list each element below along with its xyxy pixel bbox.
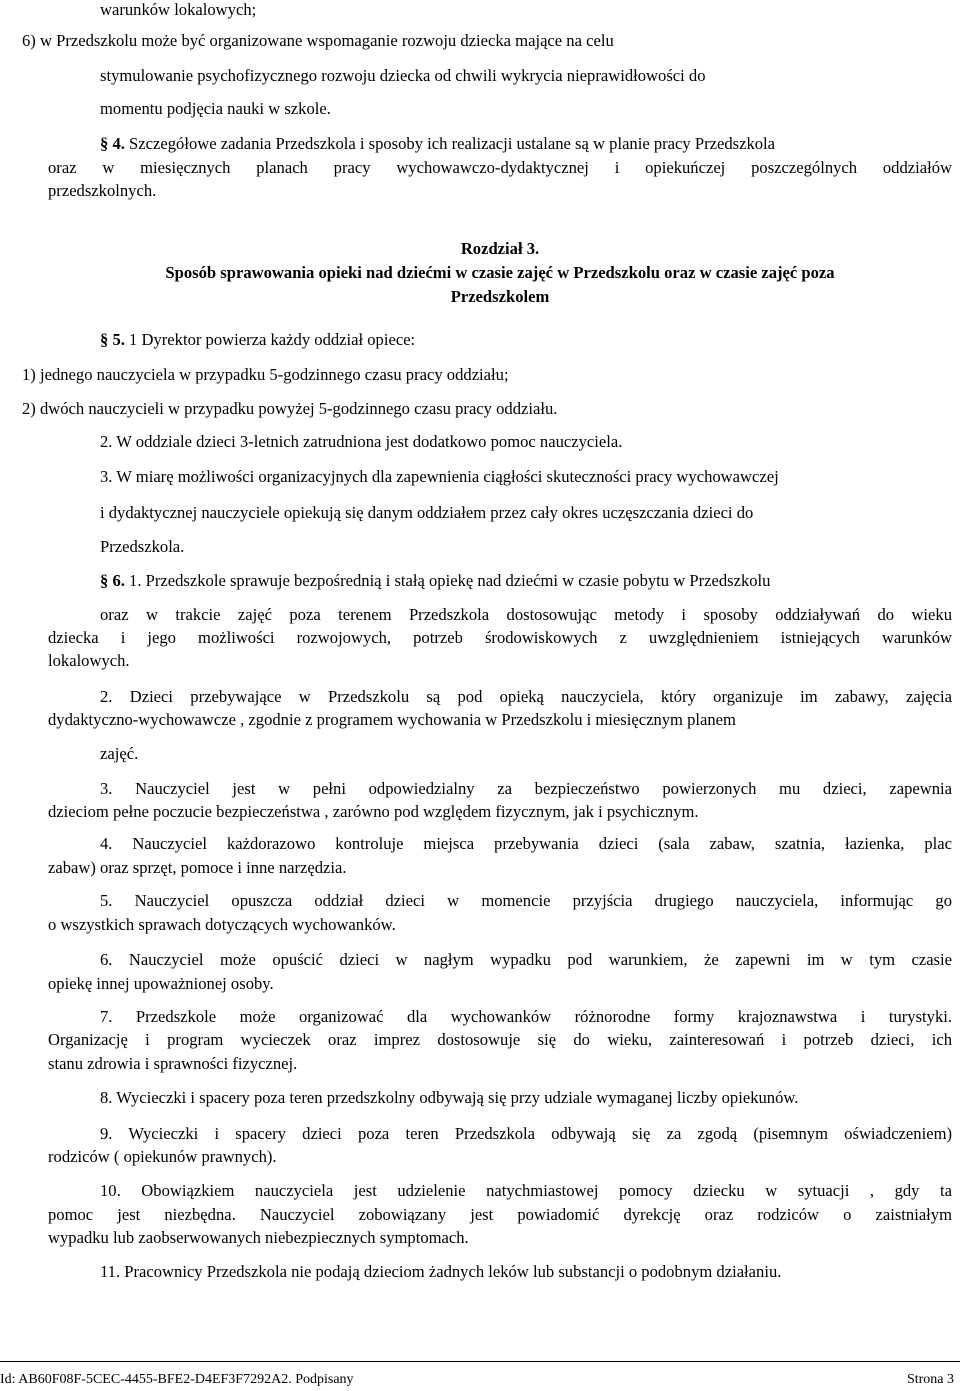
- paragraph-6-first-line: [100, 571, 770, 591]
- text-span: 1 Dyrektor powierza każdy oddział opiece:: [129, 330, 416, 349]
- chapter-subtitle: Przedszkolem: [450, 287, 550, 306]
- text-line: 3. Nauczyciel jest w pełni odpowiedzialny za bezpieczeństwo powierzonych mu dzieci, zapewnia: [100, 779, 952, 798]
- text-line: lokalowych.: [48, 651, 130, 670]
- text-line: o wszystkich sprawach dotyczących wychowanków.: [48, 915, 396, 934]
- text-line: opiekę innej upoważnionej osoby.: [48, 974, 274, 993]
- text-line: 7. Przedszkole może organizować dla wychowanków różnorodne formy krajoznawstwa i turystyki.: [100, 1007, 952, 1026]
- page-number: Strona 3: [906, 1372, 954, 1387]
- text-line: momentu podjęcia nauki w szkole.: [100, 99, 331, 118]
- text-line: oraz w miesięcznych planach pracy wychowawczo-dydaktycznej i opiekuńczej poszczególnych oddziałów: [48, 158, 952, 177]
- text-line: przedszkolnych.: [48, 181, 157, 200]
- text-line: oraz w trakcie zajęć poza terenem Przedszkola dostosowując metody i sposoby oddziaływań do wieku: [100, 605, 952, 624]
- text-line: 2. W oddziale dzieci 3-letnich zatrudniona jest dodatkowo pomoc nauczyciela.: [100, 432, 623, 451]
- text-line: Organizację i program wycieczek oraz imprez dostosowuje się do wieku, zainteresowań i potrzeb dzieci, ich: [48, 1030, 952, 1049]
- text-line: 9. Wycieczki i spacery dzieci poza teren Przedszkola odbywają się za zgodą (pisemnym oświadczeniem): [100, 1124, 952, 1143]
- paragraph-4-first-line: [100, 134, 775, 154]
- text-line: pomoc jest niezbędna. Nauczyciel zobowiązany jest powiadomić dyrekcję oraz rodziców o zaistniałym: [48, 1205, 952, 1224]
- footer-divider: [0, 1361, 960, 1362]
- text-line: dydaktyczno-wychowawcze , zgodnie z programem wychowania w Przedszkolu i miesięcznym planem: [48, 710, 736, 729]
- text-line: wypadku lub zaobserwowanych niebezpiecznych symptomach.: [48, 1228, 469, 1247]
- paragraph-number: § 5.: [100, 330, 125, 349]
- text-line: stymulowanie psychofizycznego rozwoju dziecka od chwili wykrycia nieprawidłowości do: [100, 66, 706, 85]
- paragraph-number: § 4.: [100, 134, 125, 153]
- text-line: 6. Nauczyciel może opuścić dzieci w nagłym wypadku pod warunkiem, że zapewni im w tym czasie: [100, 950, 952, 969]
- text-line: 11. Pracownicy Przedszkola nie podają dzieciom żadnych leków lub substancji o podobnym działaniu.: [100, 1262, 782, 1281]
- text-line: dzieciom pełne poczucie bezpieczeństwa , zarówno pod względem fizycznym, jak i psychicznym.: [48, 802, 699, 821]
- text-line: zajęć.: [100, 744, 139, 763]
- text-line: 5. Nauczyciel opuszcza oddział dzieci w momencie przyjścia drugiego nauczyciela, informując go: [100, 891, 952, 910]
- text-line: 2. Dzieci przebywające w Przedszkolu są pod opieką nauczyciela, który organizuje im zabawy, zajęcia: [100, 687, 952, 706]
- paragraph-5-first-line: [100, 330, 415, 350]
- text-line: 1) jednego nauczyciela w przypadku 5-godzinnego czasu pracy oddziału;: [22, 365, 509, 384]
- text-line: dziecka i jego możliwości rozwojowych, potrzeb środowiskowych z uwzględnieniem istniejących warunków: [48, 628, 952, 647]
- chapter-title: Rozdział 3.: [460, 239, 540, 258]
- text-line: Przedszkola.: [100, 537, 185, 556]
- text-line: i dydaktycznej nauczyciele opiekują się danym oddziałem przez cały okres uczęszczania dzieci do: [100, 503, 754, 522]
- text-line: warunków lokalowych;: [100, 0, 257, 19]
- text-line: 2) dwóch nauczycieli w przypadku powyżej 5-godzinnego czasu pracy oddziału.: [22, 399, 558, 418]
- text-span: 1. Przedszkole sprawuje bezpośrednią i stałą opiekę nad dziećmi w czasie pobytu w Przedszkolu: [129, 571, 771, 590]
- paragraph-number: § 6.: [100, 571, 125, 590]
- text-line: 10. Obowiązkiem nauczyciela jest udzielenie natychmiastowej pomocy dziecku w sytuacji , gdy ta: [100, 1181, 952, 1200]
- text-line: stanu zdrowia i sprawności fizycznej.: [48, 1054, 298, 1073]
- text-line: 3. W miarę możliwości organizacyjnych dla zapewnienia ciągłości skuteczności pracy wychowawczej: [100, 467, 779, 486]
- text-line: 6) w Przedszkolu może być organizowane wspomaganie rozwoju dziecka mające na celu: [22, 31, 614, 50]
- text-line: 4. Nauczyciel każdorazowo kontroluje miejsca przebywania dzieci (sala zabaw, szatnia, łazienka, plac: [100, 834, 952, 853]
- text-line: rodziców ( opiekunów prawnych).: [48, 1147, 277, 1166]
- document-id: Id: AB60F08F-5CEC-4455-BFE2-D4EF3F7292A2. Podpisany: [0, 1372, 354, 1387]
- text-line: zabaw) oraz sprzęt, pomoce i inne narzędzia.: [48, 858, 347, 877]
- text-span: Szczegółowe zadania Przedszkola i sposoby ich realizacji ustalane są w planie pracy Przedszkola: [129, 134, 776, 153]
- text-line: 8. Wycieczki i spacery poza teren przedszkolny odbywają się przy udziale wymaganej liczby opiekunów.: [100, 1088, 799, 1107]
- chapter-subtitle: Sposób sprawowania opieki nad dziećmi w czasie zajęć w Przedszkolu oraz w czasie zajęć poza: [165, 263, 835, 282]
